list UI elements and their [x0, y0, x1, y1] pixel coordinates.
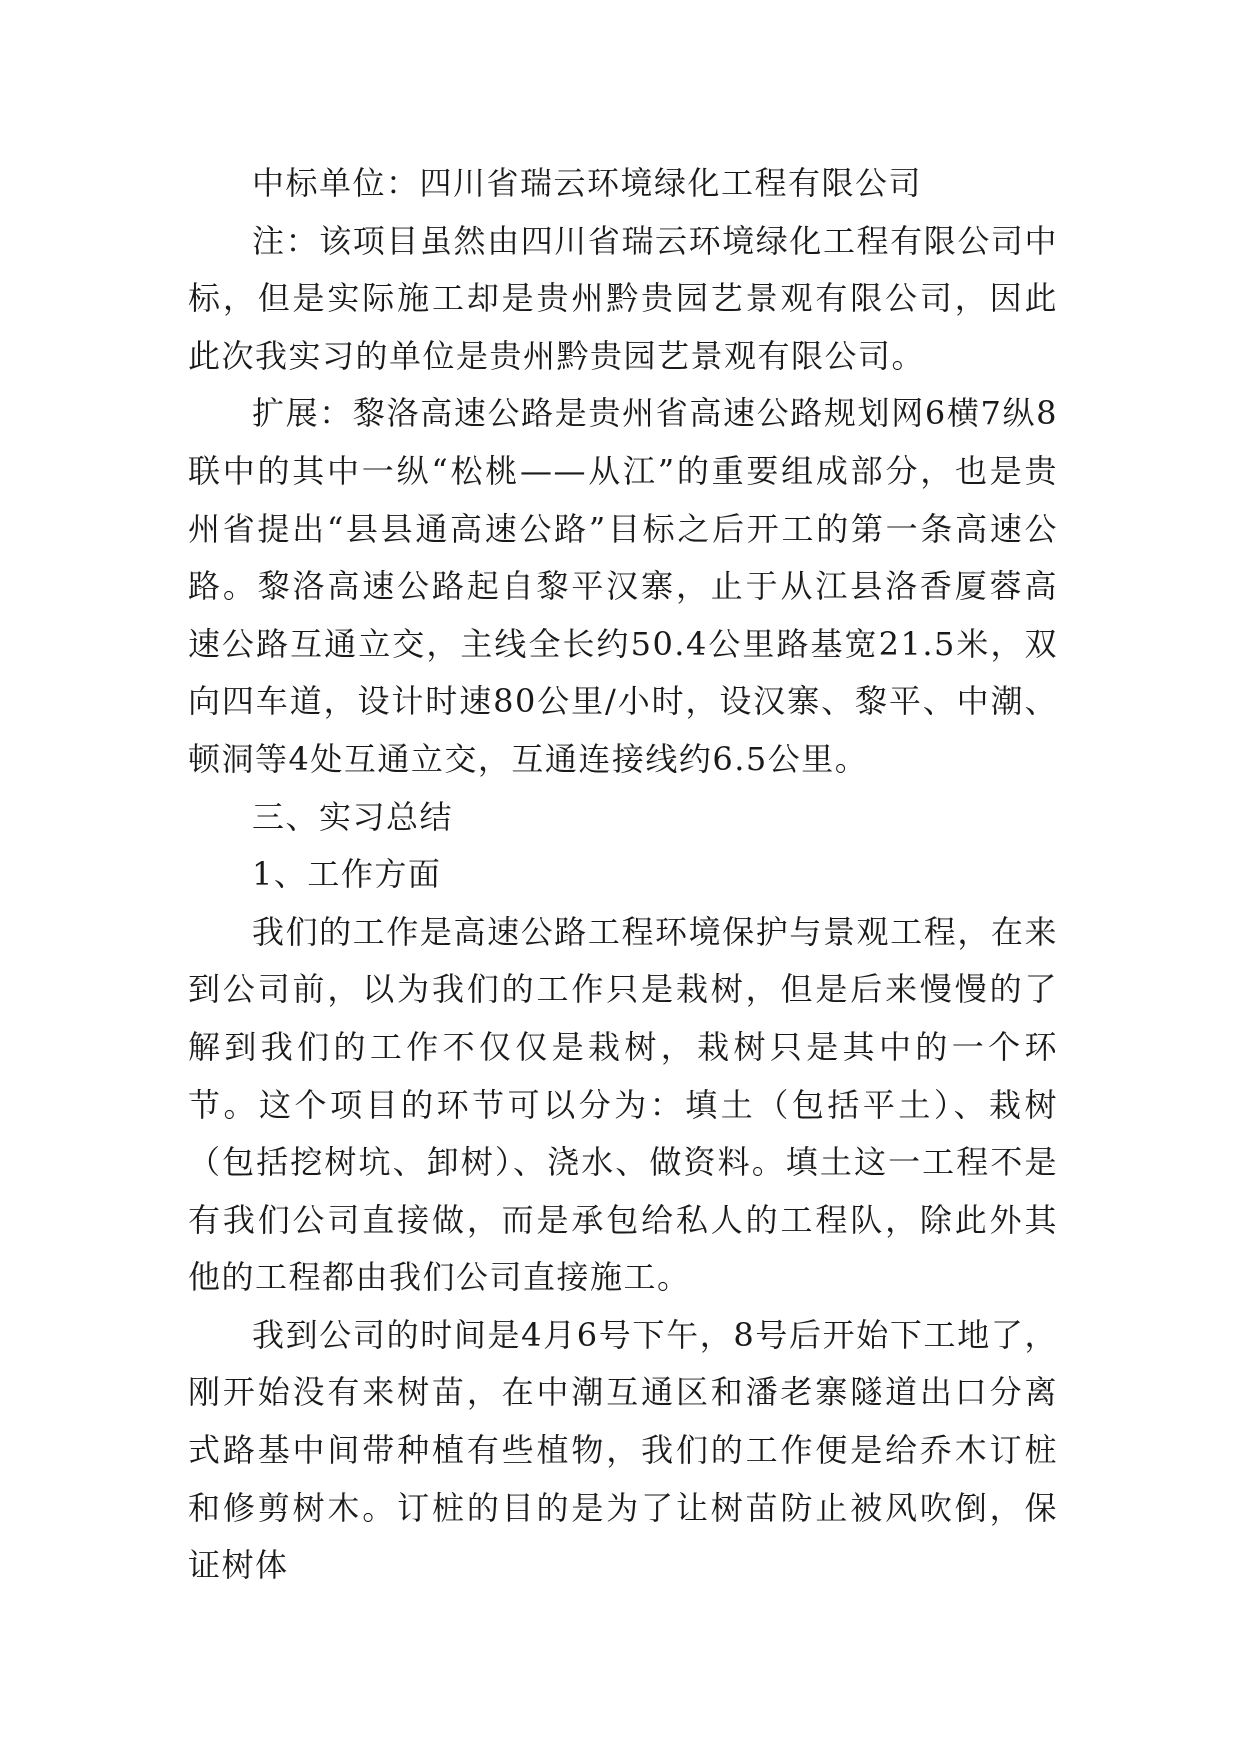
paragraph-extension: 扩展：黎洛高速公路是贵州省高速公路规划网6横7纵8联中的其中一纵“松桃——从江”的重要组成部分，也是贵州省提出“县县通高速公路”目标之后开工的第一条高速公路。黎洛高速公路起自黎平汉寨，止于从江县洛香厦蓉高速公路互通立交，主线全长约50.4公里路基宽21.5米，双向四车道，设计时速80公里/小时，设汉寨、黎平、中潮、顿洞等4处互通立交，互通连接线约6.5公里。 — [188, 394, 1058, 778]
paragraph-note: 注：该项目虽然由四川省瑞云环境绿化工程有限公司中标，但是实际施工却是贵州黔贵园艺景观有限公司，因此此次我实习的单位是贵州黔贵园艺景观有限公司。 — [188, 221, 1058, 375]
paragraph-work-description: 我们的工作是高速公路工程环境保护与景观工程，在来到公司前，以为我们的工作只是栽树，但是后来慢慢的了解到我们的工作不仅仅是栽树，栽树只是其中的一个环节。这个项目的环节可以分为：填土（包括平土）、栽树（包括挖树坑、卸树）、浇水、做资料。填土这一工程不是有我们公司直接做，而是承包给私人的工程队，除此外其他的工程都由我们公司直接施工。 — [188, 912, 1058, 1297]
document-body — [188, 155, 1058, 1595]
paragraph-arrival: 我到公司的时间是4月6号下午，8号后开始下工地了，刚开始没有来树苗，在中潮互通区和潘老寨隧道出口分离式路基中间带种植有些植物，我们的工作便是给乔木订桩和修剪树木。订桩的目的是为了让树苗防止被风吹倒，保证树体 — [188, 1315, 1058, 1585]
subsection-heading-work: 1、工作方面 — [252, 855, 442, 894]
paragraph-winning-bidder: 中标单位：四川省瑞云环境绿化工程有限公司 — [252, 164, 923, 202]
section-heading-internship-summary: 三、实习总结 — [252, 797, 454, 836]
